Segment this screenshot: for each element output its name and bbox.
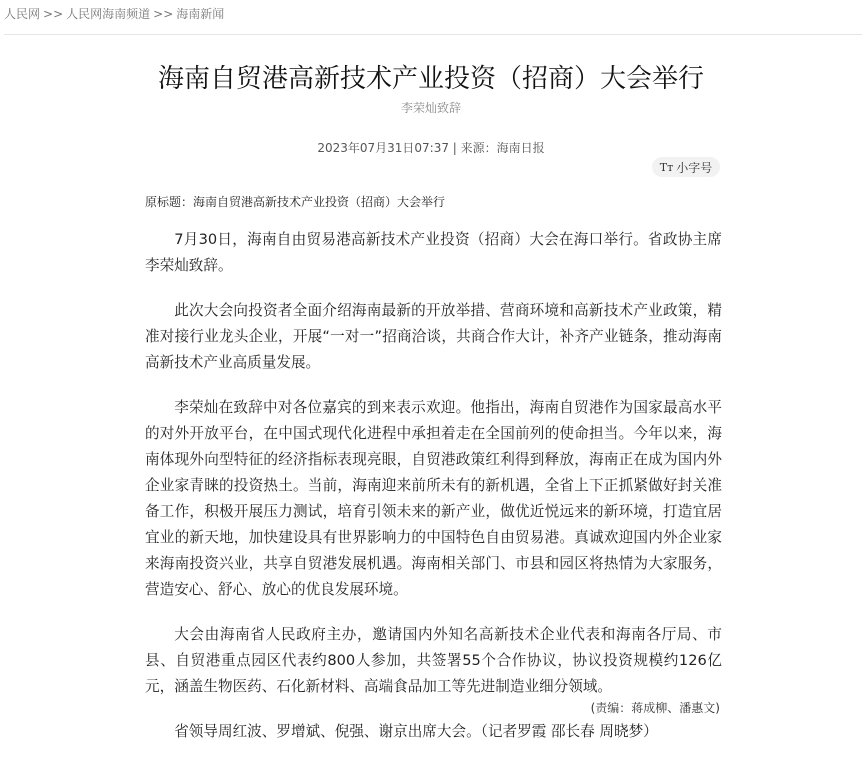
font-size-toggle-button[interactable] <box>652 157 720 177</box>
original-title: 原标题：海南自贸港高新技术产业投资（招商）大会举行 <box>145 195 446 209</box>
text-size-icon: Tт <box>659 160 674 174</box>
breadcrumb-link-hainan-channel[interactable]: 人民网海南频道 <box>66 7 151 21</box>
source-link[interactable]: 来源：海南日报 <box>460 141 545 155</box>
article-subtitle: 李荣灿致辞 <box>400 101 461 115</box>
article-title: 海南自贸港高新技术产业投资（招商）大会举行 <box>157 64 704 94</box>
editor-credit: (责编：蒋成柳、潘惠文) <box>590 701 720 715</box>
publish-datetime: 2023年07月31日07:37 <box>317 141 449 155</box>
article-body <box>145 227 722 764</box>
meta-separator: | <box>448 141 461 155</box>
font-size-label: 小字号 <box>676 160 713 175</box>
paragraph: 7月30日，海南自由贸易港高新技术产业投资（招商）大会在海口举行。省政协主席李荣灿致辞。 <box>145 231 722 274</box>
paragraph: 省领导周红波、罗增斌、倪强、谢京出席大会。（记者罗霞 邵长春 周晓梦） <box>174 723 658 740</box>
paragraph: 大会由海南省人民政府主办，邀请国内外知名高新技术企业代表和海南各厅局、市县、自贸港重点园区代表约800人参加，共签署55个合作协议，协议投资规模约126亿元，涵盖生物医药、石化新材料、高端食品加工等先进制造业细分领域。 <box>145 626 722 695</box>
article-meta <box>0 139 862 156</box>
paragraph: 李荣灿在致辞中对各位嘉宾的到来表示欢迎。他指出，海南自贸港作为国家最高水平的对外开放平台，在中国式现代化进程中承担着走在全国前列的使命担当。今年以来，海南体现外向型特征的经济指标表现亮眼，自贸港政策红利得到释放，海南正在成为国内外企业家青睐的投资热土。当前，海南迎来前所未有的新机遇，全省上下正抓紧做好封关准备工作，积极开展压力测试，培育引领未来的新产业，做优近悦远来的新环境，打造宜居宜业的新天地，加快建设具有世界影响力的中国特色自由贸易港。真诚欢迎国内外企业家来海南投资兴业，共享自贸港发展机遇。海南相关部门、市县和园区将热情为大家服务，营造安心、舒心、放心的优良发展环境。 <box>145 399 722 598</box>
breadcrumb <box>4 5 224 22</box>
breadcrumb-link-people[interactable]: 人民网 <box>4 7 41 21</box>
breadcrumb-separator: >> <box>43 7 64 21</box>
header-divider <box>4 34 862 35</box>
paragraph: 此次大会向投资者全面介绍海南最新的开放举措、营商环境和高新技术产业政策，精准对接行业龙头企业，开展“一对一”招商洽谈，共商合作大计，补齐产业链条，推动海南高新技术产业高质量发展。 <box>145 302 722 371</box>
breadcrumb-link-hainan-news[interactable]: 海南新闻 <box>176 7 225 21</box>
breadcrumb-separator: >> <box>153 7 174 21</box>
